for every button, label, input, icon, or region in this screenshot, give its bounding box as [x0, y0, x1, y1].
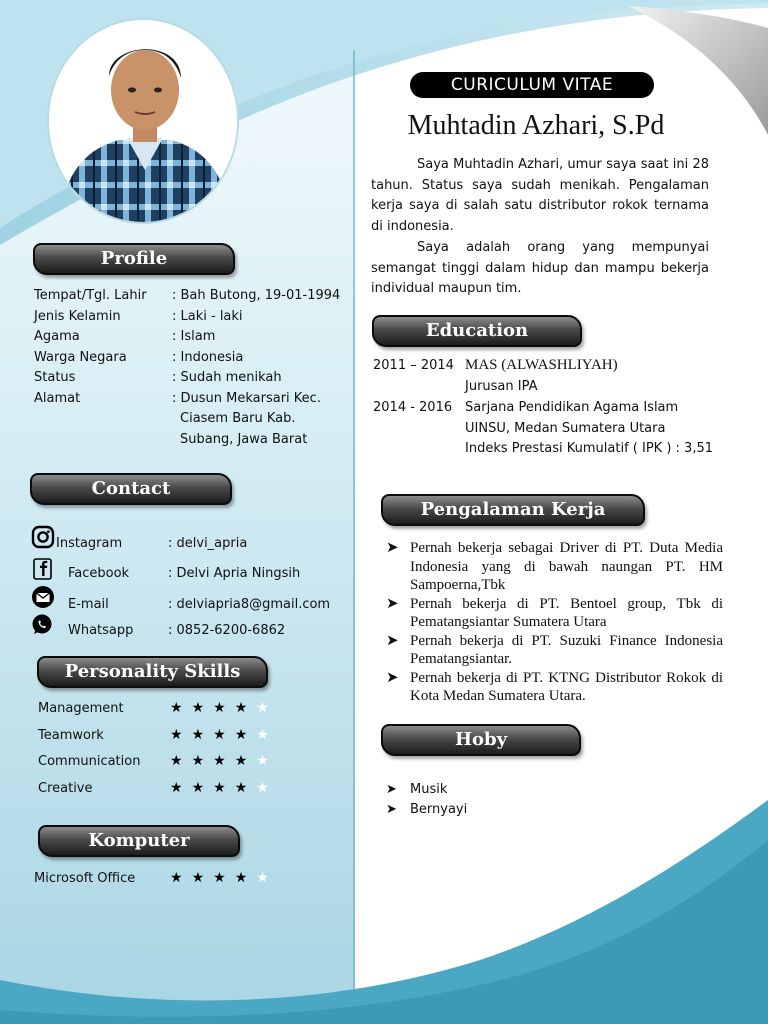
profile-heading: Profile	[100, 248, 168, 269]
contact-instagram	[30, 524, 350, 550]
profile-label: Tempat/Tgl. Lahir	[34, 288, 147, 303]
whatsapp-number[interactable]: : 0852-6200-6862	[168, 623, 286, 638]
education-detail: Jurusan IPA	[465, 379, 538, 394]
hobby-text: Musik	[410, 782, 448, 797]
profile-value: : Islam	[172, 329, 216, 344]
contact-section-header	[30, 473, 232, 505]
komputer-section-header	[38, 825, 240, 857]
star-filled-icon: ★	[213, 780, 235, 796]
star-filled-icon: ★	[191, 727, 214, 743]
skill-row	[38, 781, 298, 803]
star-filled-icon: ★	[191, 780, 214, 796]
instagram-icon	[30, 524, 56, 550]
profile-section-header	[33, 243, 235, 275]
star-filled-icon: ★	[170, 780, 192, 796]
contact-label: Facebook	[68, 566, 130, 581]
person-portrait-image	[49, 20, 239, 224]
facebook-icon	[30, 556, 56, 582]
komputer-rating	[170, 870, 278, 886]
hobby-text: Bernyayi	[410, 802, 468, 817]
skill-row	[38, 754, 298, 776]
candidate-name: Muhtadin Azhari, S.Pd	[407, 110, 665, 141]
hoby-heading: Hoby	[454, 729, 508, 750]
arrow-bullet-icon: ➤	[386, 669, 399, 686]
profile-label: Alamat	[34, 390, 81, 406]
profile-label: Jenis Kelamin	[34, 308, 121, 324]
star-filled-icon: ★	[170, 753, 192, 769]
star-filled-icon: ★	[213, 700, 235, 716]
contact-facebook	[30, 556, 350, 582]
education-years: 2014 - 2016	[373, 400, 453, 415]
star-filled-icon: ★	[213, 870, 235, 886]
star-empty-icon: ★	[256, 727, 278, 743]
skill-name: Management	[38, 701, 124, 716]
contact-whatsapp	[30, 613, 350, 639]
star-filled-icon: ★	[191, 870, 214, 886]
arrow-bullet-icon: ➤	[386, 632, 399, 649]
summary-paragraph: Saya adalah orang yang mempunyai semangat tinggi dalam hidup dan mampu bekerja individual maupun tim.	[371, 239, 709, 297]
contact-label: Instagram	[56, 536, 123, 551]
skill-rating	[170, 753, 278, 769]
star-filled-icon: ★	[234, 727, 257, 743]
experience-text: Pernah bekerja di PT. Suzuki Finance Indonesia Pematangsiantar.	[410, 632, 723, 667]
skill-name: Teamwork	[38, 728, 104, 743]
profile-value: Ciasem Baru Kab.	[180, 411, 296, 426]
profile-label: Agama	[34, 329, 80, 344]
facebook-name[interactable]: : Delvi Apria Ningsih	[168, 566, 301, 581]
profile-value: : Dusun Mekarsari Kec.	[172, 390, 321, 406]
education-detail: UINSU, Medan Sumatera Utara	[465, 420, 666, 436]
experience-item	[386, 595, 723, 632]
education-school: MAS (ALWASHLIYAH)	[465, 357, 618, 373]
whatsapp-icon	[30, 613, 56, 639]
summary-paragraph: Saya Muhtadin Azhari, umur saya saat ini 28 tahun. Status saya sudah menikah. Pengalaman kerja saya di salah satu distributor rokok ternama di indonesia.	[371, 157, 709, 235]
profile-photo	[47, 18, 239, 224]
skill-rating	[170, 700, 278, 716]
skill-name: Creative	[38, 781, 93, 796]
profile-details	[34, 286, 354, 456]
profile-value: : Indonesia	[172, 349, 244, 365]
profile-value: : Bah Butong, 19-01-1994	[172, 288, 341, 303]
star-filled-icon: ★	[213, 753, 235, 769]
experience-item	[386, 539, 723, 595]
skill-row	[38, 701, 298, 723]
arrow-bullet-icon: ➤	[386, 540, 399, 556]
arrow-bullet-icon: ➤	[386, 782, 397, 797]
contact-label: Whatsapp	[68, 623, 134, 638]
star-filled-icon: ★	[213, 727, 235, 743]
skill-rating	[170, 727, 278, 743]
star-filled-icon: ★	[170, 700, 192, 716]
contact-email	[30, 585, 350, 611]
hobby-item	[386, 780, 467, 800]
personality-section-header	[37, 656, 268, 688]
instagram-handle[interactable]: : delvi_apria	[168, 536, 248, 551]
education-gpa: Indeks Prestasi Kumulatif ( IPK ) : 3,51	[465, 441, 713, 456]
education-heading: Education	[425, 320, 529, 341]
contact-label: E-mail	[68, 597, 109, 612]
arrow-bullet-icon: ➤	[386, 595, 399, 612]
star-empty-icon: ★	[256, 780, 278, 796]
arrow-bullet-icon: ➤	[386, 802, 397, 817]
experience-list	[386, 539, 723, 706]
star-empty-icon: ★	[256, 753, 278, 769]
profile-value: Subang, Jawa Barat	[180, 431, 308, 447]
experience-heading: Pengalaman Kerja	[420, 499, 606, 520]
skill-row	[38, 728, 298, 750]
experience-item	[386, 632, 723, 669]
education-years: 2011 – 2014	[373, 358, 454, 373]
star-filled-icon: ★	[234, 870, 257, 886]
star-filled-icon: ★	[191, 700, 214, 716]
profile-value: : Laki - laki	[172, 308, 243, 324]
hobby-item	[386, 800, 467, 820]
education-school: Sarjana Pendidikan Agama Islam	[465, 400, 679, 415]
experience-text: Pernah bekerja sebagai Driver di PT. Duta Media Indonesia yang di bawah naungan PT. HM Sampoerna,Tbk	[410, 540, 723, 593]
star-filled-icon: ★	[170, 727, 192, 743]
summary-text	[371, 155, 709, 300]
skill-rating	[170, 780, 278, 796]
komputer-skill-name: Microsoft Office	[34, 871, 136, 886]
profile-value: : Sudah menikah	[172, 370, 282, 385]
experience-section-header	[381, 494, 645, 526]
contact-heading: Contact	[91, 478, 171, 499]
profile-label: Warga Negara	[34, 349, 127, 365]
star-filled-icon: ★	[234, 780, 257, 796]
email-icon	[30, 585, 56, 611]
star-filled-icon: ★	[191, 753, 214, 769]
personality-heading: Personality Skills	[64, 661, 241, 682]
experience-text: Pernah bekerja di PT. Bentoel group, Tbk di Pematangsiantar Sumatera Utara	[410, 595, 723, 630]
email-address[interactable]: : delviapria8@gmail.com	[168, 597, 331, 612]
education-section-header	[372, 315, 582, 347]
experience-item	[386, 669, 723, 706]
star-filled-icon: ★	[170, 870, 192, 886]
cv-title-pill: CURICULUM VITAE	[410, 72, 654, 98]
hobby-list	[386, 780, 467, 820]
hoby-section-header	[381, 724, 581, 756]
star-empty-icon: ★	[256, 700, 278, 716]
skill-name: Communication	[38, 754, 141, 769]
komputer-heading: Komputer	[88, 830, 190, 851]
komputer-row	[34, 871, 294, 893]
profile-label: Status	[34, 370, 76, 385]
star-empty-icon: ★	[256, 870, 278, 886]
star-filled-icon: ★	[234, 753, 257, 769]
experience-text: Pernah bekerja di PT. KTNG Distributor Rokok di Kota Medan Sumatera Utara.	[410, 669, 723, 704]
star-filled-icon: ★	[234, 700, 257, 716]
education-list	[373, 356, 713, 466]
